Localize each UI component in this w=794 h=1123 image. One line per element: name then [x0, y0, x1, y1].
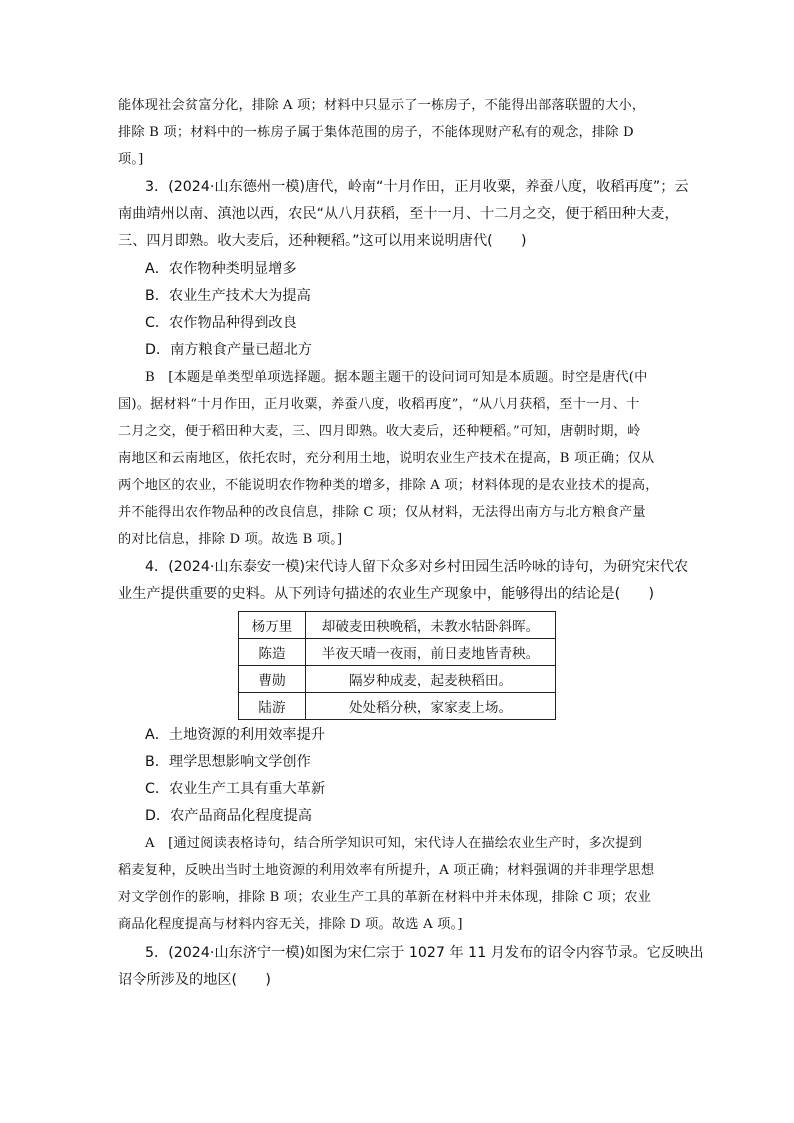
poem-verse: 处处稻分秧，家家麦上场。 [306, 693, 556, 720]
prev-answer-line: 能体现社会贫富分化，排除 A 项；材料中只显示了一栋房子，不能得出部落联盟的大小， [118, 98, 646, 113]
table-row [239, 666, 556, 693]
q3-option-d: D．南方粮食产量已超北方 [145, 342, 312, 358]
poem-verse: 隔岁种成麦，起麦秧稻田。 [306, 666, 556, 693]
table-row [239, 693, 556, 720]
poet-name: 杨万里 [239, 612, 306, 639]
q3-stem-line: 三、四月即熟。收大麦后，还种粳稻。”这可以用来说明唐代( ) [118, 233, 527, 249]
poet-name: 陈造 [239, 639, 306, 666]
q4-answer-line: 稻麦复种，反映出当时土地资源的利用效率有所提升，A 项正确；材料强调的并非理学思想 [118, 863, 655, 878]
q4-option-b: B．理学思想影响文学创作 [145, 754, 311, 770]
poem-table [238, 611, 556, 720]
prev-answer-line: 项。] [118, 152, 144, 167]
q4-stem-line: 4．(2024·山东泰安一模)宋代诗人留下众多对乡村田园生活吟咏的诗句，为研究宋代农 [145, 559, 689, 575]
poet-name: 曹勋 [239, 666, 306, 693]
poet-name: 陆游 [239, 693, 306, 720]
q3-stem-line: 南曲靖州以南、滇池以西，农民“从八月获稻，至十一月、十二月之交，便于稻田种大麦， [118, 206, 679, 222]
q4-answer-line: A [通过阅读表格诗句，结合所学知识可知，宋代诗人在描绘农业生产时，多次提到 [145, 836, 643, 851]
q3-option-c: C．农作物品种得到改良 [145, 315, 297, 331]
q4-stem-line: 业生产提供重要的史料。从下列诗句描述的农业生产现象中，能够得出的结论是( ) [118, 586, 655, 602]
q3-answer-line: B [本题是单类型单项选择题。据本题主题干的设问词可知是本质题。时空是唐代(中 [145, 370, 648, 385]
q3-answer-line: 南地区和云南地区，依托农时，充分利用土地，说明农业生产技术在提高，B 项正确；仅从 [118, 451, 655, 466]
q4-answer-line: 对文学创作的影响，排除 B 项；农业生产工具的革新在材料中并未体现，排除 C 项；农业 [118, 890, 652, 905]
q3-answer-line: 的对比信息，排除 D 项。故选 B 项。] [118, 532, 343, 547]
q5-stem-line: 诏令所涉及的地区( ) [118, 972, 271, 988]
table-row [239, 639, 556, 666]
q3-option-a: A．农作物种类明显增多 [145, 261, 297, 277]
q4-option-c: C．农业生产工具有重大革新 [145, 781, 326, 797]
poem-verse: 半夜天晴一夜雨，前日麦地皆青秧。 [306, 639, 556, 666]
q3-answer-line: 并不能得出农作物品种的改良信息，排除 C 项；仅从材料，无法得出南方与北方粮食产量 [118, 505, 646, 520]
q3-answer-line: 国)。据材料“十月作田，正月收粟，养蚕八度，收稻再度”，“从八月获稻，至十一月、十 [118, 397, 640, 412]
poem-verse: 却破麦田秧晚稻，未教水牯卧斜晖。 [306, 612, 556, 639]
q3-option-b: B．农业生产技术大为提高 [145, 288, 311, 304]
table-row [239, 612, 556, 639]
q3-answer-line: 两个地区的农业，不能说明农作物种类的增多，排除 A 项；材料体现的是农业技术的提高， [118, 478, 659, 493]
prev-answer-line: 排除 B 项；材料中的一栋房子属于集体范围的房子，不能体现财产私有的观念，排除 D [118, 125, 634, 140]
q3-answer-line: 二月之交，便于稻田种大麦，三、四月即熟。收大麦后，还种粳稻。”可知，唐朝时期，岭 [118, 424, 641, 439]
q4-option-a: A．土地资源的利用效率提升 [145, 727, 325, 743]
q4-answer-line: 商品化程度提高与材料内容无关，排除 D 项。故选 A 项。] [118, 917, 463, 932]
q4-option-d: D．农产品商品化程度提高 [145, 808, 312, 824]
q5-stem-line: 5．(2024·山东济宁一模)如图为宋仁宗于 1027 年 11 月发布的诏令内容节录。它反映出 [145, 945, 704, 961]
q3-stem-line: 3．(2024·山东德州一模)唐代，岭南“十月作田，正月收粟，养蚕八度，收稻再度”；云 [145, 179, 689, 195]
